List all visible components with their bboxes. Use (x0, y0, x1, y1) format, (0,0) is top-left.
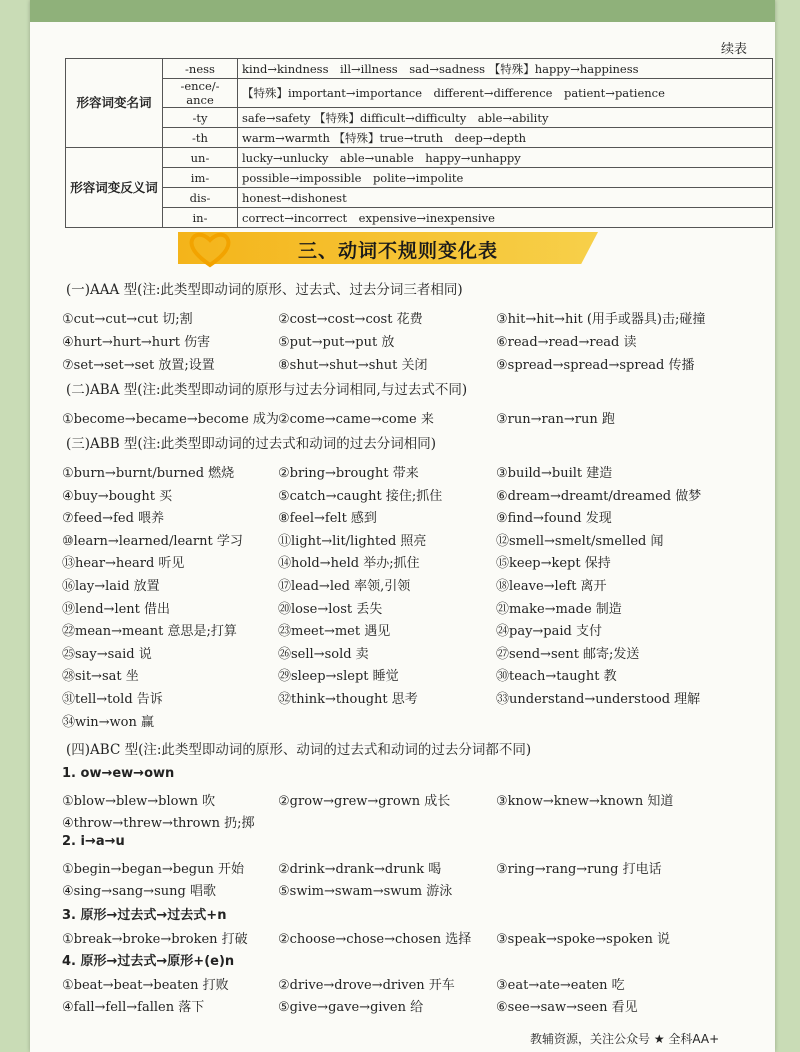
verb-row (62, 880, 762, 900)
table-row (66, 59, 773, 79)
table-row (66, 79, 773, 108)
table-row (66, 168, 773, 188)
section-title-aba: (二)ABA 型(注:此类型即动词的原形与过去分词相同,与过去式不同) (66, 382, 468, 398)
verb-entry: ②choose→chose→chosen 选择 (278, 932, 472, 947)
verb-entry: ①break→broke→broken 打破 (62, 932, 248, 947)
verb-entry: ⑳lose→lost 丢失 (278, 601, 383, 617)
verb-entry: ⑪light→lit/lighted 照亮 (278, 533, 427, 549)
verb-entry: ②cost→cost→cost 花费 (278, 312, 423, 327)
verb-row (62, 711, 762, 731)
verb-row (62, 507, 762, 527)
verb-entry: ②drink→drank→drunk 喝 (278, 862, 442, 877)
verb-entry: ③eat→ate→eaten 吃 (496, 978, 625, 993)
verb-entry: ①begin→began→begun 开始 (62, 862, 244, 877)
verb-row (62, 552, 762, 572)
verb-entry: ③ring→rang→rung 打电话 (496, 862, 662, 877)
verb-row (62, 812, 762, 832)
verb-entry: ④hurt→hurt→hurt 伤害 (62, 335, 211, 350)
abc-group-title: 1. ow→ew→own (62, 766, 175, 781)
verb-entry: ㉝understand→understood 理解 (496, 692, 701, 707)
verb-row (62, 790, 762, 810)
verb-entry: ③build→built 建造 (496, 466, 613, 481)
verb-entry: ㉗send→sent 邮寄;发送 (496, 646, 640, 662)
table-row (66, 128, 773, 148)
verb-entry: ⑨spread→spread→spread 传播 (496, 358, 695, 373)
verb-row (62, 485, 762, 505)
table-row (66, 108, 773, 128)
table-suffix: -th (163, 128, 238, 148)
verb-entry: ⑱leave→left 离开 (496, 579, 607, 594)
verb-entry: ⑩learn→learned/learnt 学习 (62, 533, 243, 549)
table-row (66, 188, 773, 208)
verb-entry: ⑧feel→felt 感到 (278, 511, 377, 527)
verb-entry: ⑮keep→kept 保持 (496, 556, 611, 572)
verb-row (62, 575, 762, 595)
verb-entry: ㉑make→made 制造 (496, 601, 622, 617)
table-examples: safe→safety 【特殊】difficult→difficulty able→ability (238, 108, 773, 128)
verb-entry: ⑲lend→lent 借出 (62, 601, 171, 617)
verb-entry: ①become→became→become 成为 (62, 412, 279, 427)
verb-entry: ⑤catch→caught 接住;抓住 (278, 488, 443, 504)
top-band (30, 0, 775, 22)
table-category: 形容词变反义词 (66, 148, 163, 228)
abc-group-title: 3. 原形→过去式→过去式+n (62, 908, 227, 923)
verb-entry: ①cut→cut→cut 切;割 (62, 312, 193, 327)
suffix-table (65, 58, 773, 228)
table-examples: correct→incorrect expensive→inexpensive (238, 208, 773, 228)
verb-entry: ①blow→blew→blown 吹 (62, 794, 216, 809)
verb-entry: ⑬hear→heard 听见 (62, 556, 185, 572)
verb-row (62, 598, 762, 618)
table-examples: warm→warmth 【特殊】true→truth deep→depth (238, 128, 773, 148)
verb-entry: ⑨find→found 发现 (496, 511, 612, 527)
table-examples: possible→impossible polite→impolite (238, 168, 773, 188)
table-examples: honest→dishonest (238, 188, 773, 208)
table-suffix: -ness (163, 59, 238, 79)
verb-row (62, 858, 762, 878)
table-examples: 【特殊】important→importance different→difference patient→patience (238, 79, 773, 108)
verb-entry: ㉓meet→met 遇见 (278, 624, 391, 640)
verb-entry: ④buy→bought 买 (62, 488, 173, 504)
verb-entry: ③speak→spoke→spoken 说 (496, 932, 671, 947)
verb-row (62, 620, 762, 640)
verb-entry: ⑭hold→held 举办;抓住 (278, 556, 420, 572)
verb-row (62, 928, 762, 948)
verb-entry: ⑤put→put→put 放 (278, 335, 395, 350)
table-examples: kind→kindness ill→illness sad→sadness 【特殊】happy→happiness (238, 59, 773, 79)
verb-entry: ⑦set→set→set 放置;设置 (62, 358, 215, 373)
verb-row (62, 308, 762, 328)
table-suffix: im- (163, 168, 238, 188)
verb-entry: ⑤swim→swam→swum 游泳 (278, 884, 453, 899)
verb-entry: ㉖sell→sold 卖 (278, 646, 369, 662)
verb-entry: ②grow→grew→grown 成长 (278, 794, 451, 809)
verb-entry: ㉚teach→taught 教 (496, 669, 617, 685)
verb-entry: ⑥see→saw→seen 看见 (496, 1000, 638, 1015)
verb-row (62, 331, 762, 351)
verb-entry: ①beat→beat→beaten 打败 (62, 978, 229, 993)
verb-row (62, 643, 762, 663)
section-title-abb: (三)ABB 型(注:此类型即动词的过去式和动词的过去分词相同) (66, 436, 436, 452)
verb-entry: ⑤give→gave→given 给 (278, 1000, 424, 1015)
verb-entry: ⑦feed→fed 喂养 (62, 511, 165, 527)
verb-entry: ⑯lay→laid 放置 (62, 579, 160, 594)
verb-entry: ④fall→fell→fallen 落下 (62, 1000, 205, 1015)
abc-group-title: 2. i→a→u (62, 834, 125, 849)
verb-entry: ③run→ran→run 跑 (496, 412, 615, 427)
verb-entry: ⑥dream→dreamt/dreamed 做梦 (496, 488, 702, 504)
verb-entry: ㉔pay→paid 支付 (496, 624, 602, 640)
verb-row (62, 665, 762, 685)
section-title-aaa: (一)AAA 型(注:此类型即动词的原形、过去式、过去分词三者相同) (66, 282, 463, 298)
footer-text: 教辅资源，关注公众号 ★ 全科AA+ (530, 1032, 720, 1046)
verb-entry: ㉛tell→told 告诉 (62, 692, 163, 707)
table-row (66, 208, 773, 228)
verb-row (62, 530, 762, 550)
verb-entry: ㉞win→won 赢 (62, 714, 155, 730)
continued-label: 续表 (720, 42, 747, 57)
banner-title: 三、动词不规则变化表 (298, 240, 499, 262)
verb-entry: ㉕say→said 说 (62, 646, 152, 662)
table-suffix: -ty (163, 108, 238, 128)
verb-entry: ②drive→drove→driven 开车 (278, 978, 455, 993)
table-suffix: in- (163, 208, 238, 228)
table-suffix: dis- (163, 188, 238, 208)
verb-entry: ②come→came→come 来 (278, 412, 434, 427)
verb-entry: ㉙sleep→slept 睡觉 (278, 669, 399, 685)
verb-entry: ③hit→hit→hit (用手或器具)击;碰撞 (496, 312, 706, 327)
table-category: 形容词变名词 (66, 59, 163, 148)
verb-entry: ㉘sit→sat 坐 (62, 669, 139, 685)
verb-entry: ⑥read→read→read 读 (496, 335, 637, 350)
verb-row (62, 462, 762, 482)
verb-entry: ㉒mean→meant 意思是;打算 (62, 624, 237, 640)
verb-row (62, 408, 762, 428)
verb-entry: ④sing→sang→sung 唱歌 (62, 884, 216, 899)
section-title-abc: (四)ABC 型(注:此类型即动词的原形、动词的过去式和动词的过去分词都不同) (66, 742, 532, 758)
verb-entry: ③know→knew→known 知道 (496, 794, 674, 809)
verb-entry: ④throw→threw→thrown 扔;掷 (62, 816, 255, 831)
verb-entry: ⑧shut→shut→shut 关闭 (278, 358, 428, 373)
abc-group-title: 4. 原形→过去式→原形+(e)n (62, 954, 235, 969)
verb-entry: ①burn→burnt/burned 燃烧 (62, 466, 235, 481)
table-suffix: un- (163, 148, 238, 168)
verb-entry: ㉜think→thought 思考 (278, 692, 418, 707)
verb-entry: ⑫smell→smelt/smelled 闻 (496, 533, 664, 549)
verb-row (62, 996, 762, 1016)
verb-row (62, 974, 762, 994)
table-examples: lucky→unlucky able→unable happy→unhappy (238, 148, 773, 168)
table-suffix: -ence/-ance (163, 79, 238, 108)
heart-icon (188, 230, 232, 268)
verb-row (62, 688, 762, 708)
verb-row (62, 354, 762, 374)
verb-entry: ⑰lead→led 率领,引领 (278, 579, 411, 594)
table-row (66, 148, 773, 168)
verb-entry: ②bring→brought 带来 (278, 466, 419, 481)
